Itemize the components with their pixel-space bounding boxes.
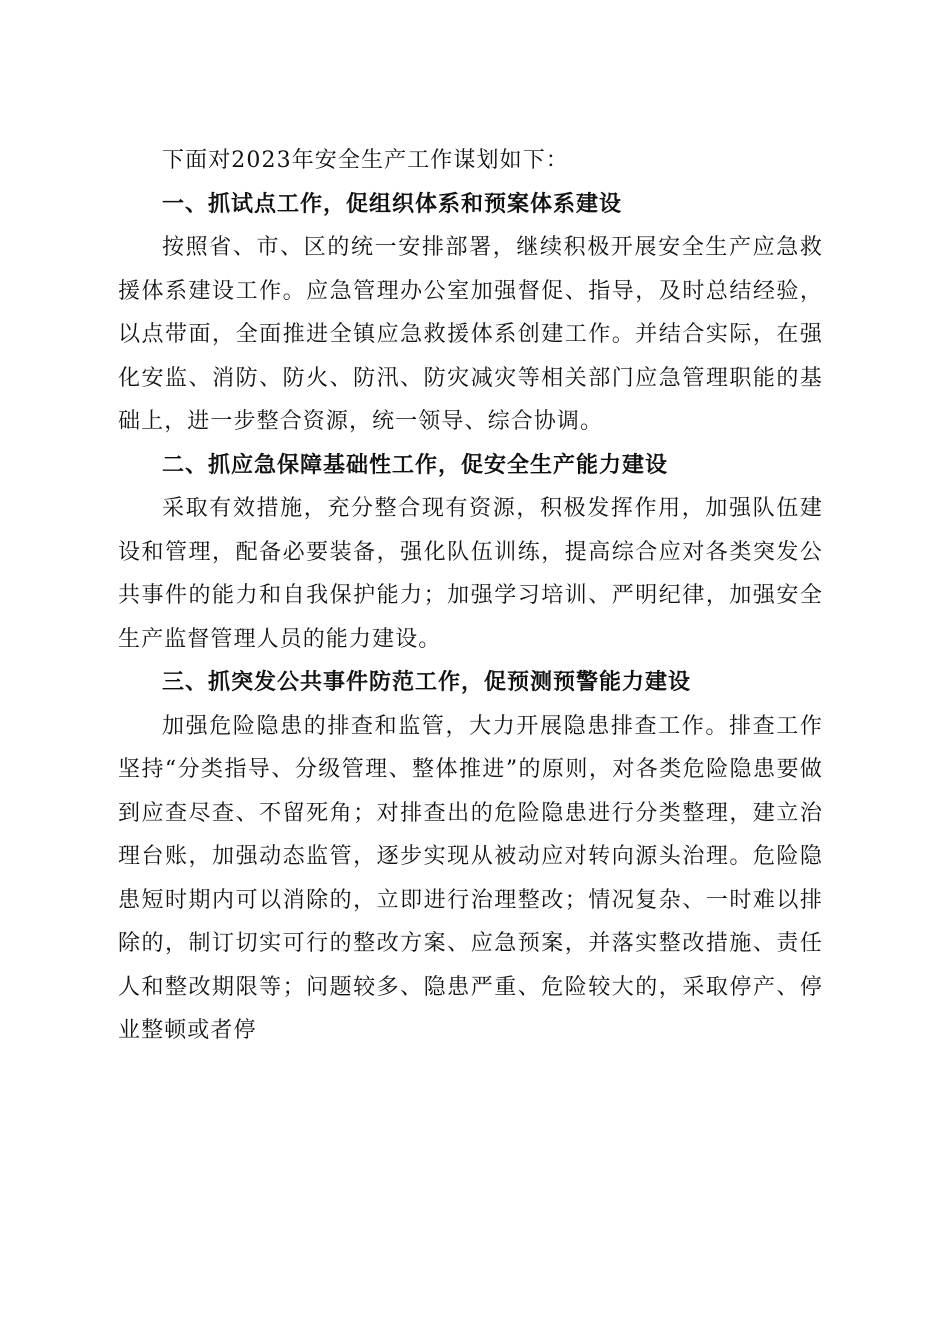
intro-paragraph: 下面对2023年安全生产工作谋划如下：	[162, 148, 569, 173]
section-3-heading: 三、抓突发公共事件防范工作，促预测预警能力建设	[162, 670, 692, 695]
section-2-paragraph: 采取有效措施，充分整合现有资源，积极发挥作用，加强队伍建设和管理，配备必要装备，强化队伍训练，提高综合应对各类突发公共事件的能力和自我保护能力；加强学习培训、严明纪律，加强安全生产监督管理人员的能力建设。	[118, 496, 823, 652]
section-2-heading: 二、抓应急保障基础性工作，促安全生产能力建设	[162, 452, 669, 478]
document-body	[118, 139, 823, 1053]
section-3-paragraph: 加强危险隐患的排查和监管，大力开展隐患排查工作。排查工作坚持“分类指导、分级管理、整体推进”的原则，对各类危险隐患要做到应查尽查、不留死角；对排查出的危险隐患进行分类整理，建立治理台账，加强动态监管，逐步实现从被动应对转向源头治理。危险隐患短时期内可以消除的，立即进行治理整改；情况复杂、一时难以排除的，制订切实可行的整改方案、应急预案，并落实整改措施、责任人和整改期限等；问题较多、隐患严重、危险较大的，采取停产、停业整顿或者停	[118, 713, 823, 1043]
section-1-paragraph: 按照省、市、区的统一安排部署，继续积极开展安全生产应急救援体系建设工作。应急管理办公室加强督促、指导，及时总结经验，以点带面，全面推进全镇应急救援体系创建工作。并结合实际，在强化安监、消防、防火、防汛、防灾减灾等相关部门应急管理职能的基础上，进一步整合资源，统一领导、综合协调。	[118, 235, 823, 434]
section-1-heading: 一、抓试点工作，促组织体系和预案体系建设	[162, 191, 623, 217]
